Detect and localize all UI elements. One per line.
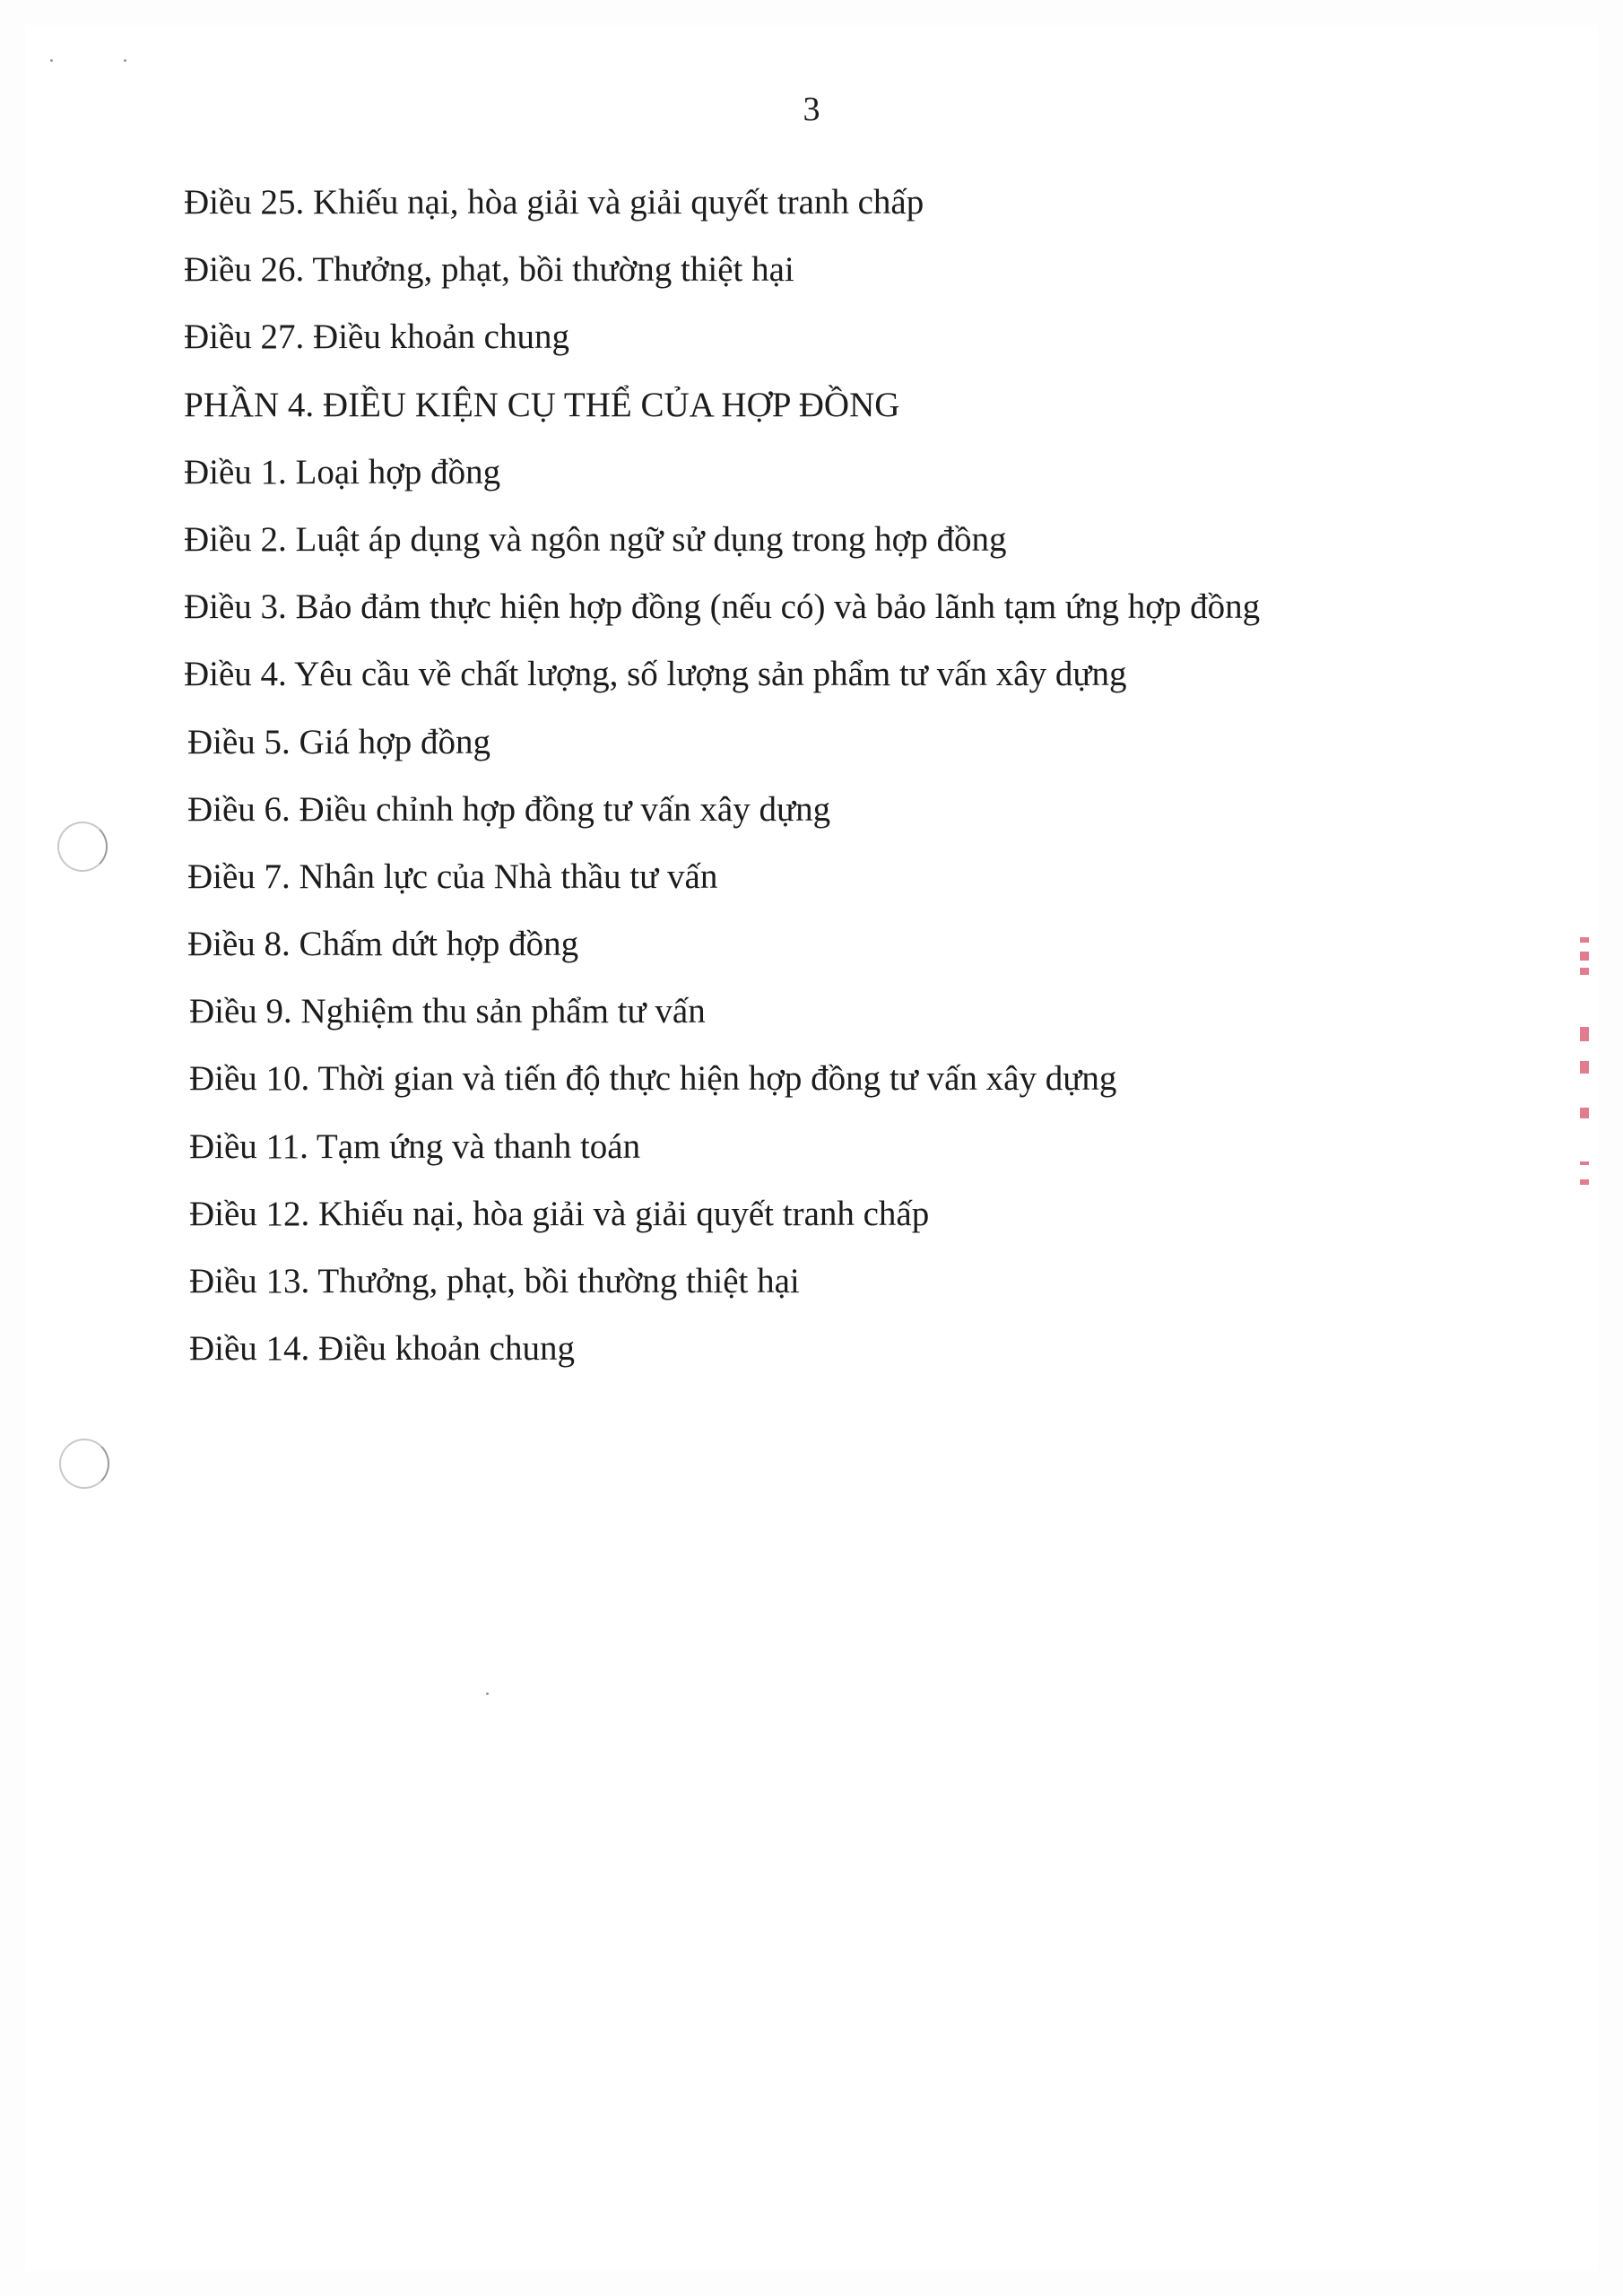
stamp-mark <box>1580 1027 1589 1041</box>
stamp-mark <box>1580 1061 1589 1074</box>
stamp-mark <box>1580 1161 1589 1165</box>
table-of-contents <box>184 169 1493 1382</box>
toc-item: Điều 10. Thời gian và tiến độ thực hiện hợp đồng tư vấn xây dựng <box>189 1059 1117 1099</box>
toc-item: Điều 11. Tạm ứng và thanh toán <box>189 1126 641 1166</box>
toc-item: Điều 6. Điều chỉnh hợp đồng tư vấn xây dựng <box>187 789 831 829</box>
stamp-mark <box>1580 952 1589 961</box>
punch-hole <box>57 822 108 872</box>
toc-item: Điều 25. Khiếu nại, hòa giải và giải quyết tranh chấp <box>184 183 924 222</box>
toc-item: Điều 14. Điều khoản chung <box>189 1329 575 1369</box>
toc-item: Điều 12. Khiếu nại, hòa giải và giải quyết tranh chấp <box>189 1194 930 1233</box>
toc-item: Điều 27. Điều khoản chung <box>184 317 569 357</box>
toc-item: Điều 3. Bảo đảm thực hiện hợp đồng (nếu có) và bảo lãnh tạm ứng hợp đồng <box>184 587 1261 627</box>
toc-section-heading: PHẦN 4. ĐIỀU KIỆN CỤ THỂ CỦA HỢP ĐỒNG <box>184 385 900 424</box>
toc-item: Điều 1. Loại hợp đồng <box>184 452 501 491</box>
toc-item: Điều 26. Thưởng, phạt, bồi thường thiệt hại <box>184 250 794 290</box>
toc-item: Điều 5. Giá hợp đồng <box>187 722 490 761</box>
toc-item: Điều 2. Luật áp dụng và ngôn ngữ sử dụng trong hợp đồng <box>184 519 1007 559</box>
stamp-mark <box>1580 1108 1589 1118</box>
punch-hole <box>59 1439 109 1489</box>
toc-item: Điều 9. Nghiệm thu sản phẩm tư vấn <box>189 992 706 1031</box>
stamp-mark <box>1580 937 1589 943</box>
stamp-mark <box>1580 968 1589 975</box>
toc-item: Điều 4. Yêu cầu về chất lượng, số lượng sản phẩm tư vấn xây dựng <box>184 655 1127 694</box>
edge-stamp-marks <box>1580 937 1593 1206</box>
toc-item: Điều 7. Nhân lực của Nhà thầu tư vấn <box>187 857 718 896</box>
toc-item: Điều 8. Chấm dứt hợp đồng <box>187 925 579 964</box>
scan-speck <box>124 59 126 62</box>
scan-speck <box>486 1692 489 1695</box>
stamp-mark <box>1580 1179 1589 1185</box>
toc-item: Điều 13. Thưởng, phạt, bồi thường thiệt hại <box>189 1262 800 1300</box>
scan-speck <box>50 59 53 62</box>
page-number: 3 <box>803 91 820 128</box>
